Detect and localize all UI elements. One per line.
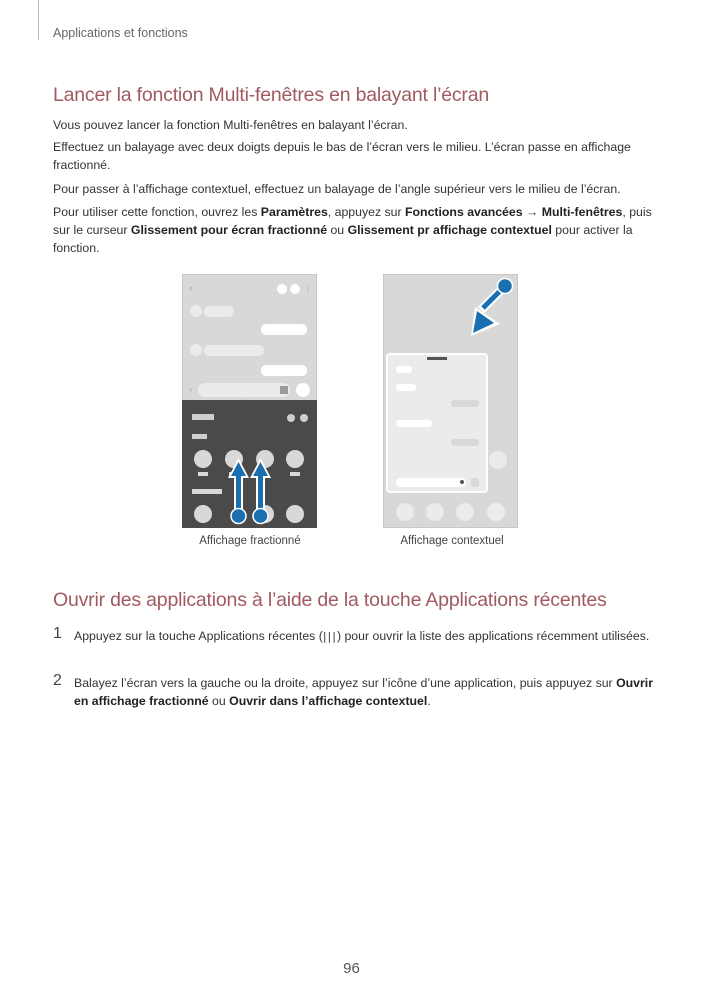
split-view-caption: Affichage fractionné	[199, 535, 301, 547]
paragraph-intro: Vous pouvez lancer la fonction Multi-fenêtres en balayant l’écran.	[53, 118, 408, 132]
svg-text:‹: ‹	[189, 284, 193, 294]
popup-window	[387, 354, 487, 492]
section-title-recents: Ouvrir des applications à l’aide de la touche Applications récentes	[53, 589, 607, 611]
text-run: , puis sur le curseur	[53, 205, 652, 237]
section-header: Applications et fonctions	[53, 26, 188, 40]
bold-advanced-features: Fonctions avancées	[405, 205, 523, 219]
bold-open-popup: Ouvrir dans l’affichage contextuel	[229, 694, 428, 708]
paragraph-split: Effectuez un balayage avec deux doigts depuis le bas de l’écran vers le milieu. L’écran passe en affichage fractionné.	[53, 140, 631, 172]
step-number: 1	[53, 625, 62, 642]
bold-open-split: Ouvrir en affichage fractionné	[74, 676, 653, 708]
text-run: , appuyez sur	[327, 205, 406, 219]
section-title-swipe: Lancer la fonction Multi-fenêtres en balayant l’écran	[53, 84, 489, 106]
text-run: ) pour ouvrir la liste des applications récemment utilisées.	[336, 629, 650, 643]
text-run: →	[522, 205, 542, 219]
text-run: ou	[327, 223, 348, 237]
paragraph-popup: Pour passer à l’affichage contextuel, effectuez un balayage de l’angle supérieur vers le milieu de l’écran.	[53, 182, 621, 196]
bold-multi-window: Multi-fenêtres	[541, 205, 623, 219]
page-number: 96	[343, 960, 360, 977]
text-run: ou	[208, 694, 230, 708]
bold-popup-swipe: Glissement pr affichage contextuel	[347, 223, 552, 237]
recents-key-icon: |||	[322, 630, 337, 643]
text-run: Pour utiliser cette fonction, ouvrez les	[53, 205, 261, 219]
text-run: Balayez l’écran vers la gauche ou la droite, appuyez sur l’icône d’une application, puis appuyez sur	[74, 676, 617, 690]
popup-view-caption: Affichage contextuel	[400, 535, 504, 547]
text-run: .	[427, 694, 431, 708]
split-view-illustration	[182, 274, 317, 528]
svg-text:⋮: ⋮	[304, 285, 312, 294]
paragraph-settings	[53, 203, 653, 257]
svg-text:···: ···	[243, 396, 250, 404]
text-run: Appuyez sur la touche Applications récentes (	[74, 629, 323, 643]
svg-text:›: ›	[189, 385, 193, 394]
bold-split-swipe: Glissement pour écran fractionné	[130, 223, 328, 237]
step-number: 2	[53, 672, 62, 689]
step-text	[74, 674, 654, 710]
bold-settings: Paramètres	[260, 205, 328, 219]
popup-view-illustration	[383, 274, 518, 528]
margin-rule	[38, 0, 39, 40]
text-run: pour activer la fonction.	[53, 223, 633, 255]
step-text	[74, 627, 654, 646]
